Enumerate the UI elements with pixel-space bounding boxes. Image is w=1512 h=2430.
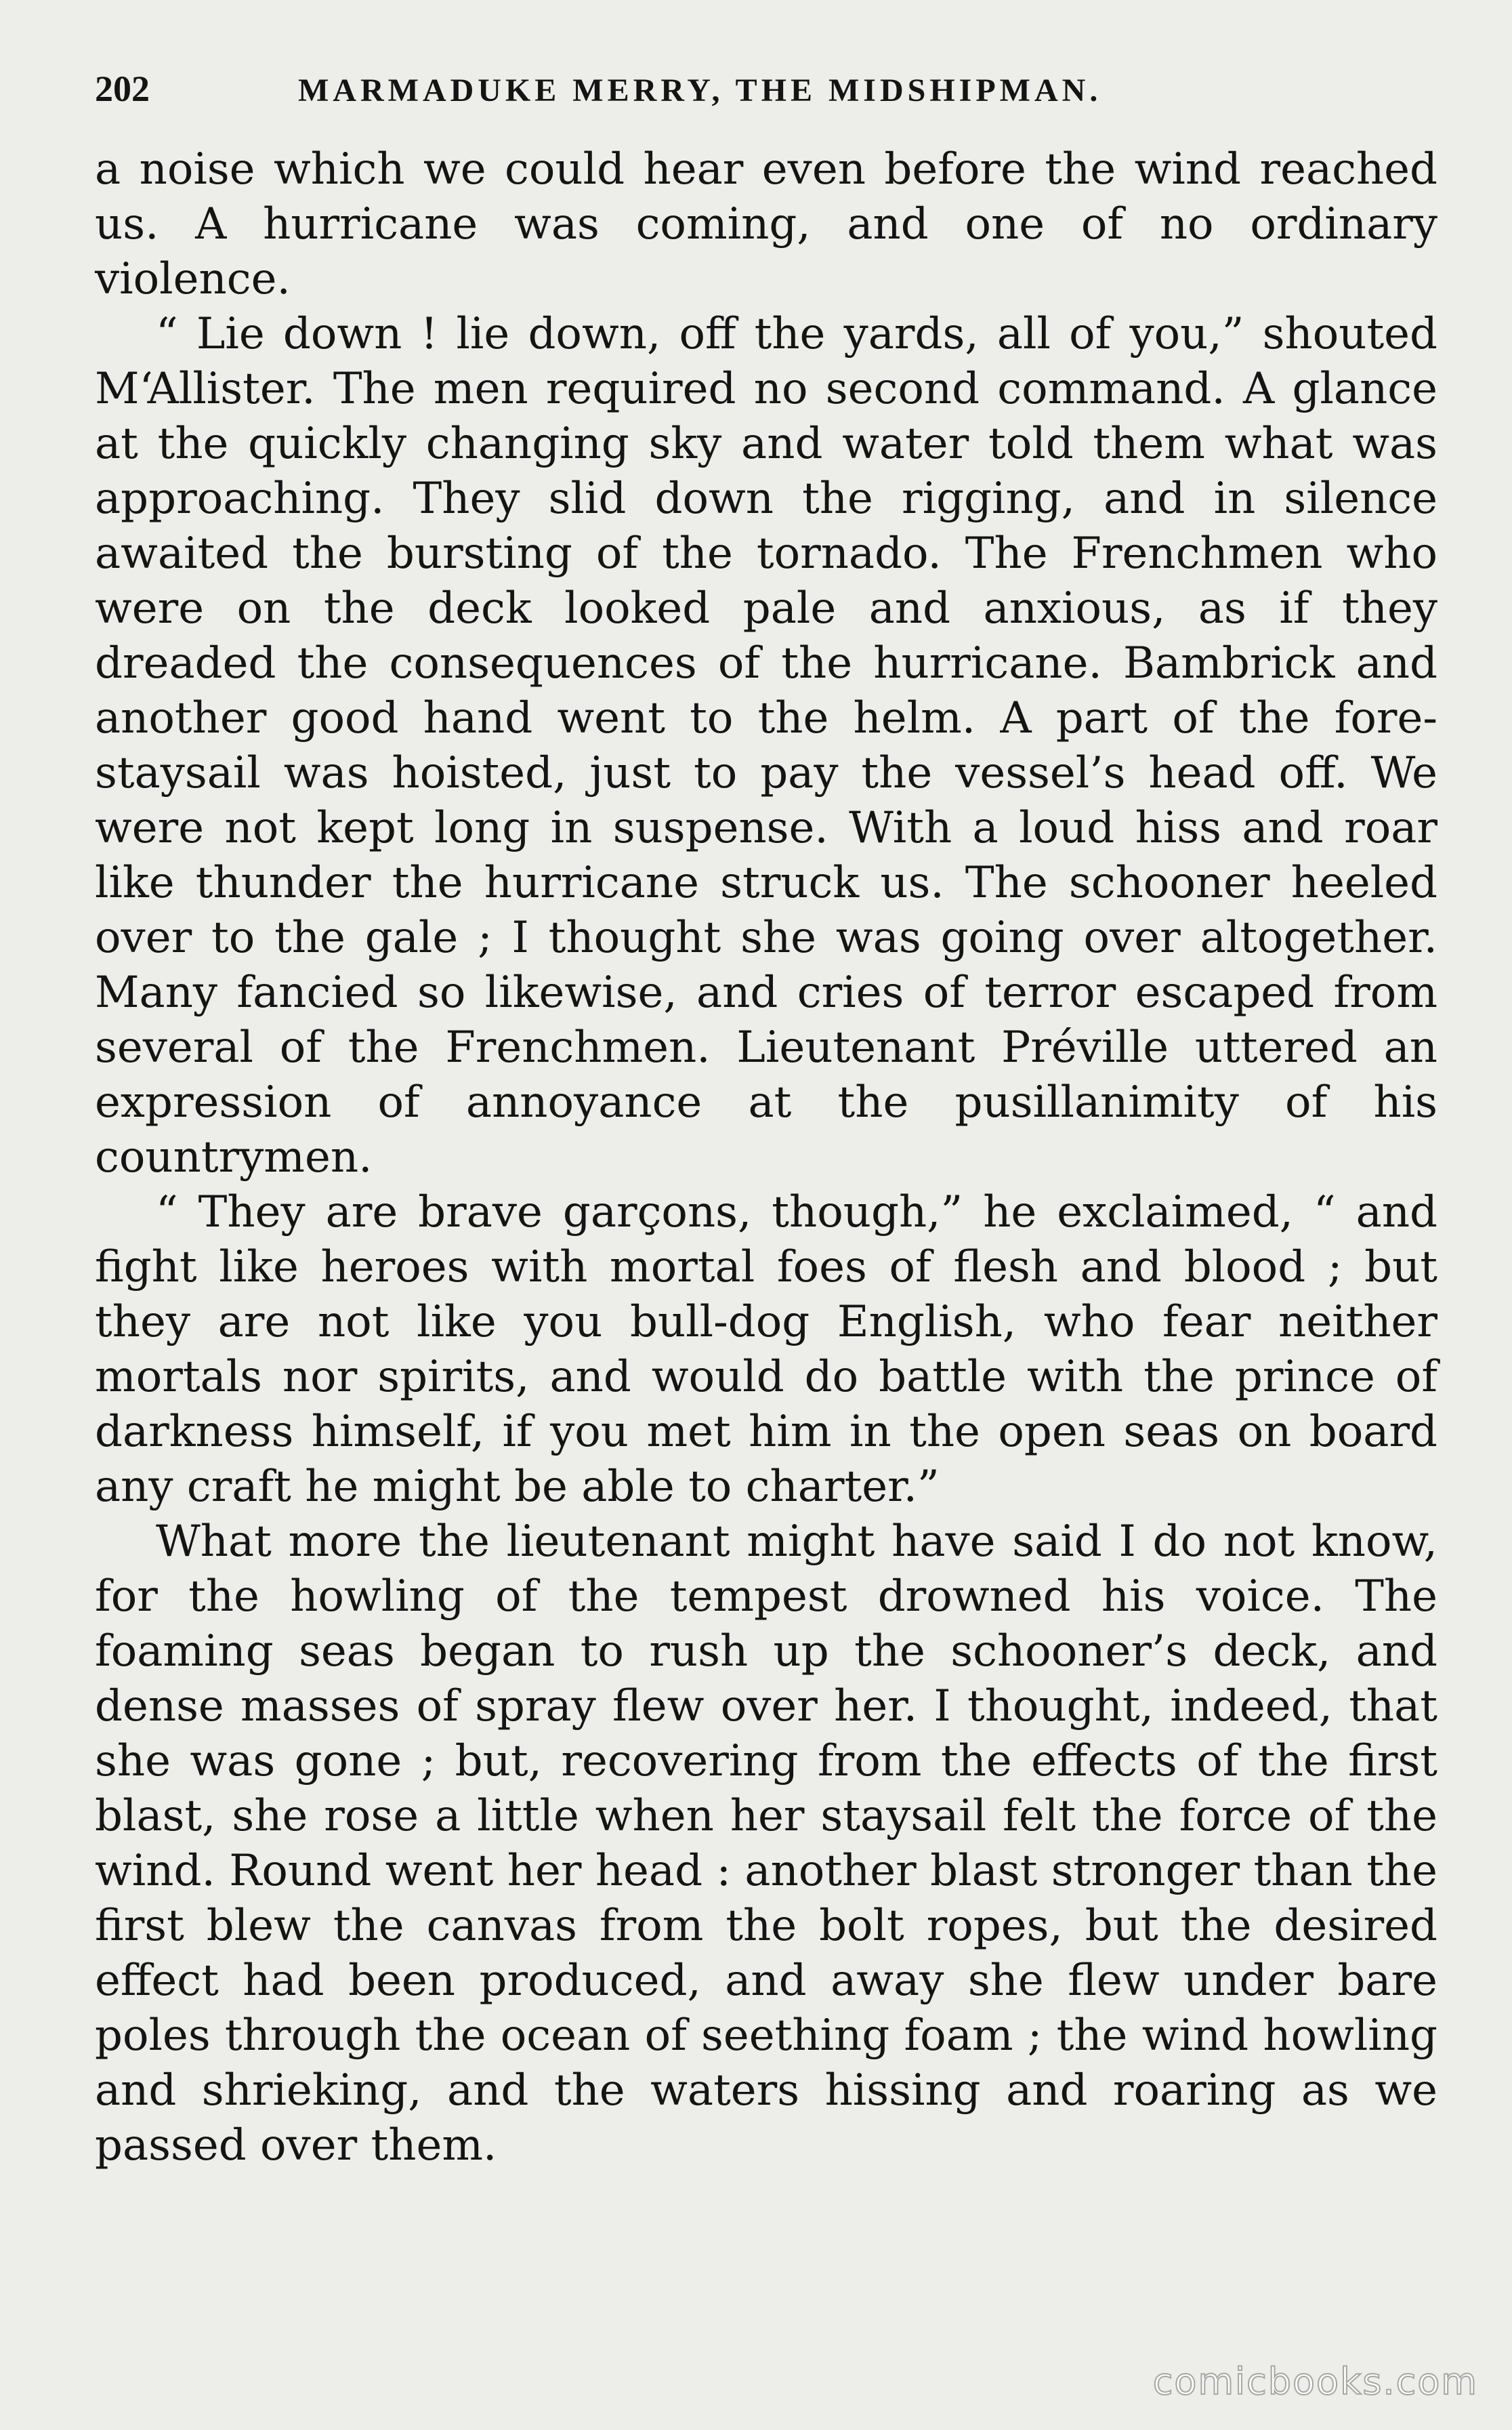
- watermark: comicbooks.com: [1152, 2360, 1478, 2403]
- running-head: [95, 68, 1437, 142]
- paragraph-1: a noise which we could hear even before the wind reached us. A hurricane was coming, and one of no ordinary violence.: [95, 144, 1437, 304]
- paragraph-2: “ Lie down ! lie down, off the yards, all of you,” shouted M‘Allister. The men required no second command. A glance at the quickly changing sky and water told them what was approaching. They slid down the rigging, and in silence awaited the bursting of the tornado. The Frenchmen who were on the deck looked pale and anxious, as if they dreaded the consequences of the hurricane. Bambrick and another good hand went to the helm. A part of the fore-staysail was hoisted, just to pay the vessel’s head off. We were not kept long in suspense. With a loud hiss and roar like thunder the hurricane struck us. The schooner heeled over to the gale ; I thought she was going over altogether. Many fancied so likewise, and cries of terror escaped from several of the Frenchmen. Lieutenant Préville uttered an expression of annoyance at the pusillanimity of his countrymen.: [95, 309, 1437, 1182]
- paragraph-3: “ They are brave garçons, though,” he exclaimed, “ and fight like heroes with mortal foes of flesh and blood ; but they are not like you bull-dog English, who fear neither mortals nor spirits, and would do battle with the prince of darkness himself, if you met him in the open seas on board any craft he might be able to charter.”: [95, 1187, 1437, 1512]
- page-number: 202: [95, 68, 150, 109]
- body-text: [95, 142, 1437, 2173]
- paragraph-4: What more the lieutenant might have said I do not know, for the howling of the tempest drowned his voice. The foaming seas began to rush up the schooner’s deck, and dense masses of spray flew over her. I thought, indeed, that she was gone ; but, recovering from the effects of the first blast, she rose a little when her staysail felt the force of the wind. Round went her head : another blast stronger than the first blew the canvas from the bolt ropes, but the desired effect had been produced, and away she flew under bare poles through the ocean of seething foam ; the wind howling and shrieking, and the waters hissing and roaring as we passed over them.: [95, 1517, 1437, 2170]
- running-title: MARMADUKE MERRY, THE MIDSHIPMAN.: [298, 73, 1102, 108]
